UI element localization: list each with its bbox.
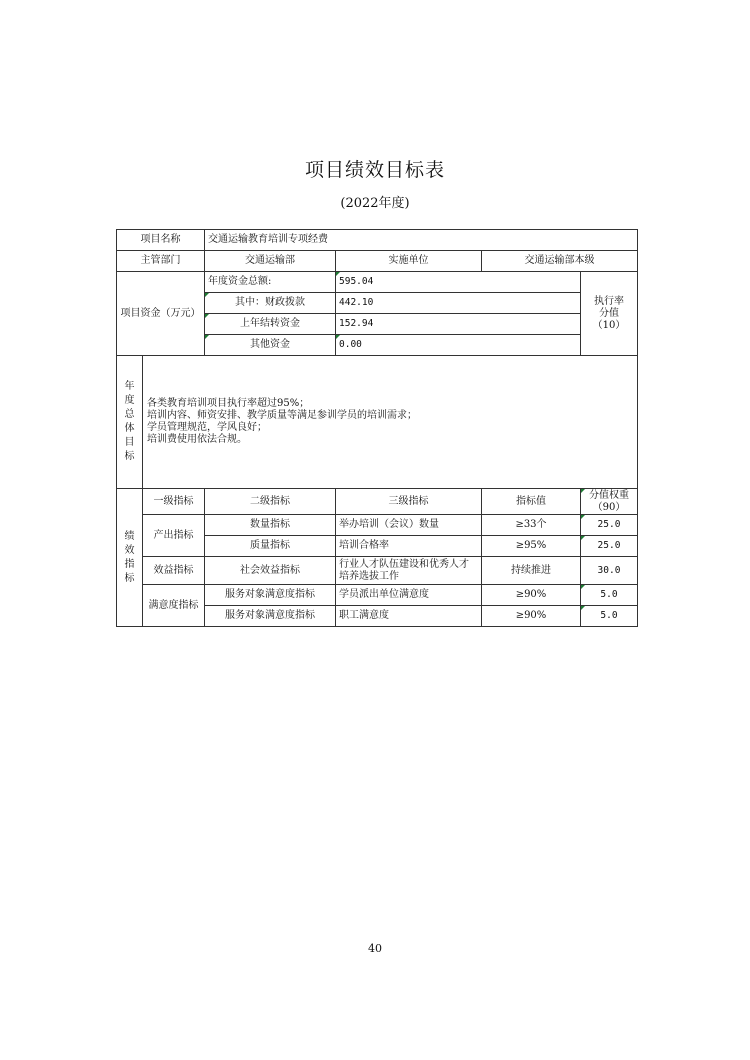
value-cell: ≥90% bbox=[482, 585, 581, 606]
goal-line: 各类教育培训项目执行率超过95%； bbox=[147, 398, 310, 409]
weight-cell: 5.0 bbox=[581, 606, 638, 627]
funds-total-value: 595.04 bbox=[336, 272, 581, 293]
level1-output: 产出指标 bbox=[143, 515, 205, 557]
table-header-row bbox=[117, 489, 638, 515]
exec-rate-label: 执行率 bbox=[594, 295, 624, 307]
level2-cell: 服务对象满意度指标 bbox=[205, 606, 336, 627]
annual-goal-text bbox=[143, 356, 638, 489]
impl-label: 实施单位 bbox=[336, 251, 482, 272]
goal-line: 培训费使用依法合规。 bbox=[147, 434, 247, 445]
goal-line: 学员管理规范，学风良好； bbox=[147, 422, 267, 433]
dept-label: 主管部门 bbox=[117, 251, 205, 272]
level2-cell: 社会效益指标 bbox=[205, 557, 336, 585]
level2-cell: 数量指标 bbox=[205, 515, 336, 536]
impl-value: 交通运输部本级 bbox=[482, 251, 638, 272]
value-cell: ≥95% bbox=[482, 536, 581, 557]
exec-rate-score-label: 分值 bbox=[599, 307, 619, 319]
level3-cell: 举办培训（会议）数量 bbox=[336, 515, 482, 536]
weight-cell: 30.0 bbox=[581, 557, 638, 585]
funds-fiscal-value: 442.10 bbox=[336, 293, 581, 314]
level3-cell: 培训合格率 bbox=[336, 536, 482, 557]
project-name-value: 交通运输教育培训专项经费 bbox=[205, 230, 638, 251]
exec-rate-cell bbox=[581, 272, 638, 356]
page-number: 40 bbox=[368, 942, 382, 955]
funds-fiscal-label: 其中：财政拨款 bbox=[205, 293, 336, 314]
funds-carryover-value: 152.94 bbox=[336, 314, 581, 335]
funds-total-label: 年度资金总额: bbox=[205, 272, 336, 293]
funds-label: 项目资金（万元） bbox=[117, 272, 205, 356]
level2-cell: 质量指标 bbox=[205, 536, 336, 557]
level1-satisfaction: 满意度指标 bbox=[143, 585, 205, 627]
level3-cell: 学员派出单位满意度 bbox=[336, 585, 482, 606]
table-row bbox=[117, 272, 638, 293]
table-row bbox=[117, 230, 638, 251]
header-level2: 二级指标 bbox=[205, 489, 336, 515]
funds-other-value: 0.00 bbox=[336, 335, 581, 356]
document-subtitle: (2022年度) bbox=[340, 196, 410, 211]
level3-cell: 行业人才队伍建设和优秀人才 培养选拔工作 bbox=[336, 557, 482, 585]
performance-target-table bbox=[116, 229, 638, 627]
weight-cell: 25.0 bbox=[581, 536, 638, 557]
table-row bbox=[117, 356, 638, 489]
project-name-label: 项目名称 bbox=[117, 230, 205, 251]
header-value: 指标值 bbox=[482, 489, 581, 515]
table-row bbox=[117, 557, 638, 585]
level2-cell: 服务对象满意度指标 bbox=[205, 585, 336, 606]
header-level1: 一级指标 bbox=[143, 489, 205, 515]
funds-other-label: 其他资金 bbox=[205, 335, 336, 356]
annual-goal-label: 年 度 总 体 目 标 bbox=[117, 356, 143, 489]
header-weight: 分值权重 （90） bbox=[581, 489, 638, 515]
level1-benefit: 效益指标 bbox=[143, 557, 205, 585]
dept-value: 交通运输部 bbox=[205, 251, 336, 272]
funds-carryover-label: 上年结转资金 bbox=[205, 314, 336, 335]
value-cell: ≥90% bbox=[482, 606, 581, 627]
value-cell: 持续推进 bbox=[482, 557, 581, 585]
table-row bbox=[117, 515, 638, 536]
goal-line: 培训内容、师资安排、教学质量等满足参训学员的培训需求； bbox=[147, 410, 417, 421]
level3-cell: 职工满意度 bbox=[336, 606, 482, 627]
weight-cell: 25.0 bbox=[581, 515, 638, 536]
value-cell: ≥33个 bbox=[482, 515, 581, 536]
header-level3: 三级指标 bbox=[336, 489, 482, 515]
table-row bbox=[117, 251, 638, 272]
perf-indicator-label: 绩 效 指 标 bbox=[117, 489, 143, 627]
weight-cell: 5.0 bbox=[581, 585, 638, 606]
table-row bbox=[117, 585, 638, 606]
exec-rate-score: （10） bbox=[592, 319, 626, 331]
document-title: 项目绩效目标表 bbox=[304, 159, 445, 181]
